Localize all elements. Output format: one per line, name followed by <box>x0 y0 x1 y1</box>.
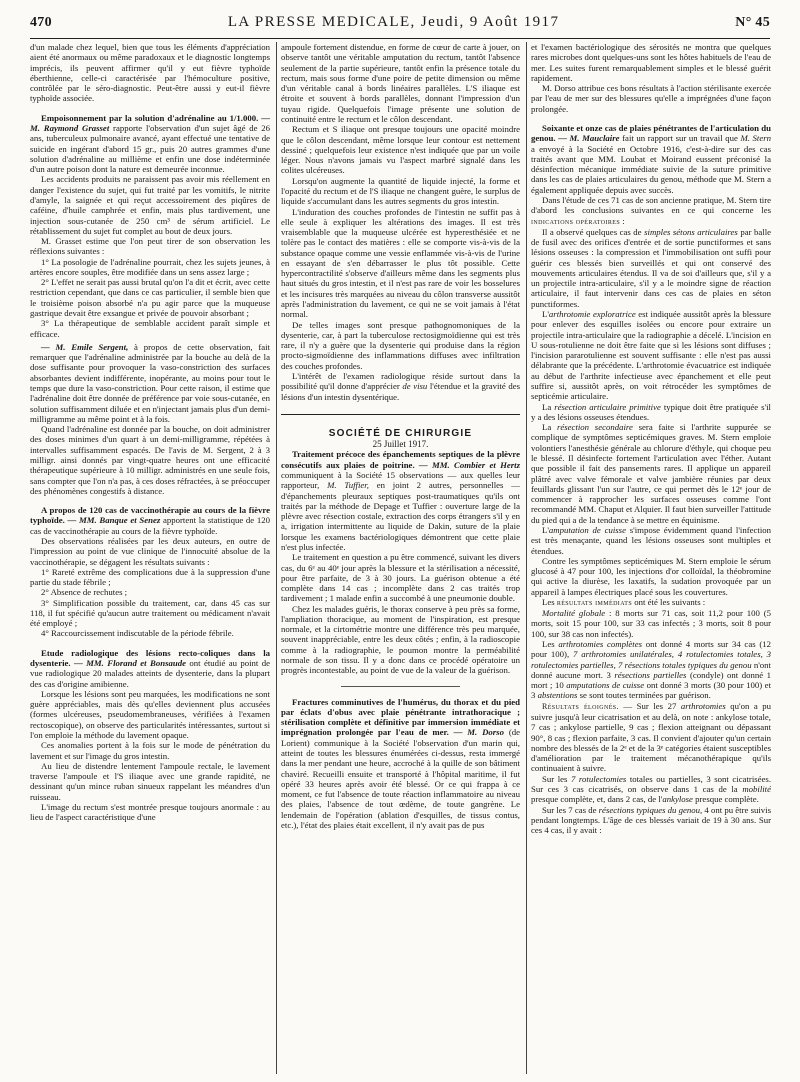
paragraph-text: ont donné 4 morts sur 34 cas (12 pour 100), <box>531 639 771 660</box>
paragraph-text: typique doit être pratiquée s'il y a des lésions osseuses étendues. <box>531 401 771 422</box>
column-2 <box>281 42 520 1074</box>
emphasis: arthrotomie exploratrice <box>548 309 636 320</box>
paragraph <box>531 639 771 701</box>
paragraph-text: (condyle) ont donné 1 mort ; 10 <box>531 669 771 691</box>
paragraph: Ces anomalies portent à la fois sur le mode de pénétration du lavement et sur l'image du gros intestin. <box>30 740 270 761</box>
list-item: 4° Raccourcissement indiscutable de la période fébrile. <box>41 628 234 639</box>
emphasis: résection secondaire <box>556 422 633 433</box>
article-title: Fractures comminutives de l'humérus, du thorax et du pied par éclats d'obus avec plaie pénétrante intrathoracique ; stérilisation complète et définitive par immersion immédiate et imprégnation prolongée par l'eau de mer. — <box>281 696 520 738</box>
article-title: Soixante et onze cas de plaies pénétrantes de l'articulation du genou. — <box>531 122 771 144</box>
paragraph <box>531 701 771 774</box>
paragraph: Contre les symptômes septicémiques M. Stern emploie le sérum glucosé à 47 pour 100, les injections d'or colloïdal, la théobromine qui active la diurèse, les laxatifs, la sudation provoquée par un appareil à lampes électriques placé sous les couvertures. <box>531 555 771 597</box>
emphasis: amputations de cuisse <box>566 680 645 691</box>
paragraph-text: totales ou partielles, 3 sont cicatrisées. Sur ces 3 cas cicatrisés, on observe dans 1 cas de la <box>531 773 771 794</box>
column-1 <box>30 42 270 1074</box>
paragraph-text: ont étudié au point de vue radiologique 20 malades atteints de dysenterie, dans la plupart des cas d'origine amibienne. <box>30 658 270 689</box>
paragraph-text: presque complète, et, dans 2 cas, de l' <box>531 794 663 805</box>
article-title: Traitement précoce des épanchements septiques de la plèvre consécutifs aux plaies de poitrine. — <box>281 449 520 470</box>
paragraph-text: Il a observé quelques cas de <box>542 226 642 237</box>
paragraph-text: n'ont donné aucune mort. 3 <box>531 659 771 680</box>
paragraph: Les accidents produits ne paraissent pas avoir mis réellement en danger l'existence du sujet, qui fut traité par les vomitifs, le nitrite d'amyle, la saignée et qui reçut accessoirement des piqûres de caféine, d'huile camphrée et enfin, mais plus tardivement, une injection sous-cutanée de 250 cm³ de sérum artificiel. Le rétablissement du sujet fut complet au bout de deux jours. <box>30 174 270 236</box>
section-date: 25 Juillet 1917. <box>372 439 429 450</box>
paragraph-text: L'intérêt de l'examen radiologique réside surtout dans la possibilité qu'il donne d'apprécier <box>281 371 520 392</box>
paragraph <box>281 371 520 402</box>
paragraph <box>531 309 771 402</box>
paragraph <box>531 774 771 805</box>
paragraph-text: (de Lorient) communique à la Société l'observation d'un marin qui, atteint de toutes les blessures énumérées ci-dessus, resta immergé dans la mer pendant une heure, accroché à la quille de son bâtiment chaviré. Recueilli ensuite et transporté à l'hôpital maritime, il fut opéré 33 heures après avoir été blessé. Or ce qui frappa à ce moment, ce fut l'absence de toute réaction inflammatoire au niveau des plaies, l'absence de tout œdème, de toute gangrène. Le lendemain de l'opération (ablation d'esquilles, de tissus contus, etc.), l'état des plaies était excellent, il n'y avait pas de pus <box>281 727 520 830</box>
paragraph-text: : 8 morts sur 71 cas, soit 11,2 pour 100 (5 morts, soit 15 pour 100, sur 33 cas infectés ; 3 morts, soit 8 pour 100, sur 38 cas non infectés). <box>531 608 771 639</box>
small-caps: Résultats éloignés. <box>542 701 619 711</box>
paragraph: Quand l'adrénaline est donnée par la bouche, on doit administrer des doses minimes d'un quart à un demi-milligramme, répétées à intervalles suffisamment espacés. De l'avis de M. Sergent, 2 à 3 milligr. ainsi donnés par vingt-quatre heures ont une efficacité thérapeutique supérieure à 10 milligr. administrés en une seule fois, sans compter que l'on n'a pas, à ces doses réfractées, à se préoccuper des phénomènes congestifs à distance. <box>30 424 270 496</box>
article-adrenaline <box>30 113 270 175</box>
article-dysenterie <box>30 648 270 689</box>
paragraph: L'induration des couches profondes de l'intestin ne suffit pas à elle seule à expliquer les altérations des images. Il est très vraisemblable que la muqueuse ulcérée est hyperesthésiée et ne tolère pas le contact des matières : elle se comporte vis-à-vis de la substance opaque comme une vessie enflammée vis-à-vis de l'urine en essayant de s'en débarrasser le plus tôt possible. Cette hypercontractilité s'observe d'ailleurs même dans les segments plus haut situés du gros intestin, et il n'est pas rare de voir les bosselures et les incisures très marquées au niveau du côlon transverse aussitôt après l'administration du lavement, ce qui ne se voit jamais à l'état normal. <box>281 206 520 320</box>
paragraph-text: Sur les 7 cas de <box>542 804 597 815</box>
paragraph: Lorsque les lésions sont peu marquées, les modifications ne sont guère appréciables, mais dès qu'elles deviennent plus accusées (formes ulcéreuses, pseudomembraneuses, vérifiées à l'examen rectoscopique), on observe des particularités intéressantes, surtout si l'on emploie la méthode du lavement opaque. <box>30 688 270 740</box>
paragraph-text: Dans l'étude de ces 71 cas de son ancienne pratique, M. Stern tire d'abord les conclusions suivantes en ce qui concerne les <box>531 194 771 216</box>
article-author: MM. Florand et Bonsaude <box>86 658 186 669</box>
paragraph-text: — Sur les 27 <box>623 700 677 711</box>
paragraph-text: par balle de fusil avec des orifices d'entrée et de sortie punctiformes et sans lésions osseuses : la compression et l'immobilisation ont suffi pour guérir ces blessés bien surveillés et qui ont conservé des mouvements articulaires étendus. Il va de soi d'ailleurs que, s'il y a un projectile intra-articulaire, s'il y a le moindre signe de réaction articulaire, il faut intervenir dans ces cas de plaies en séton punctiformes. <box>531 226 771 309</box>
emphasis: amputation de cuisse <box>548 524 626 535</box>
section-title: SOCIÉTÉ DE CHIRURGIE <box>328 427 473 439</box>
paragraph <box>531 805 771 836</box>
emphasis: de visu <box>402 381 428 392</box>
paragraph: Le traitement en question a pu être commencé, suivant les divers cas, du 6ᵉ au 40ᵉ jour après la blessure et la stérilisation a nécessité, pour être parfaite, de 3 à 30 jours. La guérison obtenue a été complète dans 14 cas ; incomplète dans 2 cas traités trop tardivement ; 1 malade enfin a succombé à une pneumonie double. <box>281 552 520 604</box>
paragraph-text: qu'on a pu suivre jusqu'à leur cicatrisation et au delà, on note : ankylose totale, 7 cas ; ankylose partielle, 9 cas ; flexion atteignant ou dépassant 90°, 8 cas ; flexion parfaite, 3 cas. Il convient d'ajouter qu'un certain nombre des blessés de la 2ᵉ et de la 3ᵉ catégories étaient susceptibles d'amélioration par le traitement mécanothérapique qu'ils continuaient à suivre. <box>531 700 771 774</box>
emphasis: simples sétons articulaires <box>644 226 738 237</box>
paragraph: Des observations réalisées par les deux auteurs, en outre de l'impression au point de vue clinique de l'innocuité absolue de la vaccinothérapie, se dégagent les résultats suivants : <box>30 535 270 567</box>
paragraph: et l'examen bactériologique des sérosités ne montra que quelques rares microbes dont quelques-uns sont les hôtes habituels de l'eau de mer. Les suites furent remarquablement simples et le blessé guérit rapidement. <box>531 42 771 83</box>
paragraph-text: rapporte l'observation d'un sujet âgé de 26 ans, tuberculeux pulmonaire avancé, ayant effectué une tentative de suicide en ingérant d'abord 15 gr., puis 20 autres grammes d'une solution d'adrénaline au millième et enfin une dose indéterminée d'un autre poison dont la nature est demeurée inconnue. <box>30 122 270 175</box>
paragraph-text: ont été les suivants : <box>634 596 706 607</box>
paragraph: d'un malade chez lequel, bien que tous les éléments d'appréciation aient été anormaux ou même paradoxaux et le diagnostic longtemps imprécis, ils peuvent affirmer qu'il y eut fièvre typhoïde éberthienne, celle-ci caractérisée par l'hémoculture positive, contrôlée par le séro-diagnostic. Peut-être aussi y eut-il fièvre typhoïde associée. <box>30 42 270 104</box>
list-item: 1° Rareté extrême des complications due à la suppression d'une partie du stade fébrile ; <box>30 566 270 588</box>
column-divider <box>526 42 527 1074</box>
paragraph <box>531 608 771 639</box>
emphasis: résections typiques du genou, <box>598 804 703 815</box>
article-author: MM. Banque et Senez <box>78 515 161 526</box>
paragraph-text: Les <box>542 639 555 650</box>
emphasis: ankylose <box>662 794 693 805</box>
paragraph-text: s'impose évidemment quand l'infection est très menaçante, quand les lésions osseuses sont multiples et étendues. <box>531 524 771 556</box>
column-divider <box>276 42 277 1074</box>
emphasis: résections partielles <box>614 669 687 680</box>
paragraph-text: La <box>542 422 552 433</box>
emphasis: résection articulaire primitive <box>554 401 661 412</box>
paragraph <box>531 195 771 227</box>
small-caps: indications opératoires <box>531 216 621 226</box>
paragraph-text: La <box>542 401 552 412</box>
paragraph-text: Les <box>542 596 555 607</box>
emphasis: arthrotomies <box>680 700 726 711</box>
paragraph-text: ont donné 3 morts (30 pour 100) et 3 <box>531 680 771 701</box>
article-title: Empoisonnement par la solution d'adrénaline au 1/1.000. — <box>41 112 270 123</box>
paragraph: Lorsqu'on augmente la quantité de liquide injecté, la forme et l'opacité du rectum et de l'S iliaque ne changent guère, le surplus de liquide s'accumulant dans les autres segments du gros intestin. <box>281 175 520 207</box>
separator <box>341 686 460 687</box>
emphasis: abstentions <box>537 690 578 701</box>
paragraph <box>531 525 771 556</box>
paragraph-text: est indiquée aussitôt après la blessure pour enlever des esquilles isolées ou encore pour extraire un projectile intra-articulaire que la radiographie a décelé. L'incision en U sous-rotulienne ne doit être faite que si les lésions sont diffuses ; l'incision pararotulienne est souvent suffisante : elle n'est pas aussi délabrante que la précédente. L'arthrotomie évacuatrice est indiquée au début de l'arthrite infectieuse avec épanchement et elle peut suffire si, aussitôt après, on voit rétrocéder les symptômes de septicémie articulaire. <box>531 309 771 402</box>
paragraph-text: L' <box>542 524 549 535</box>
list-item: 1° La posologie de l'adrénaline pourrait, chez les sujets jeunes, à artères encore souples, être modifiée dans un sens assez large ; <box>30 256 270 277</box>
article-title: Etude radiologique des lésions recto-coliques dans la dysenterie. — <box>30 647 270 669</box>
paragraph-text: à propos de cette observation, fait remarquer que l'adrénaline administrée par la bouche au delà de la dose suffisante pour provoquer la vaso-constriction des surfaces absorbantes devient indifférente, inopérante, au moins pour tout le temps que dure la vaso-constriction. Pour cette raison, il estime que l'adrénaline doit être donnée de préférence par voie sous-cutanée, en solution suffisamment diluée et en n'injectant jamais plus d'un demi-milligramme au même point et à la fois. <box>30 341 270 424</box>
paragraph-text: : <box>622 215 625 226</box>
paragraph <box>531 402 771 423</box>
paragraph-text: se sont toutes terminées par guérison. <box>579 690 711 701</box>
list-item: 3° Simplification possible du traitement, car, dans 45 cas sur 118, il fut spécifié qu'aucun autre traitement ou médicament n'avait été employé ; <box>30 597 270 629</box>
emphasis: M. Stern <box>740 133 771 144</box>
paragraph <box>30 342 270 424</box>
paragraph-text: 4 ont pu être suivis pendant longtemps. L'âge de ces blessés variait de 19 à 30 ans. Sur ces 4 cas, il y avait : <box>531 804 771 836</box>
list-item: 3° La thérapeutique de semblable accident paraît simple et efficace. <box>30 318 270 339</box>
paragraph: ampoule fortement distendue, en forme de cœur de carte à jouer, on observe tantôt une véritable amputation du rectum, tantôt l'absence seulement de la partie supérieure, tantôt enfin la présence totale du rectum, mais sous forme d'une poire de petite dimension ou même d'un véritable canal à bords linéaires parallèles. L'S iliaque est étroite et souvent à bords parallèles, donnant l'impression d'un tuyau rigide. Quelquefois l'image présente une solution de continuité entre le rectum et le côlon descendant. <box>281 42 520 124</box>
paragraph-text: a envoyé à la Société en Octobre 1916, c'est-à-dire sur des cas traités avant que MM. Loubat et Moirand eussent préconisé la désinfection mécanique immédiate suivie de la suture primitive dans les cas de plaies articulaires du genou, méthode que M. Stern a également appliquée depuis avec succès. <box>531 143 771 195</box>
paragraph-text: apportent la statistique de 120 cas de vaccinothérapie au cours de la fièvre typhoïde. <box>30 515 270 536</box>
article-author: M. Raymond Grasset <box>30 122 110 133</box>
emphasis: Mortalité globale <box>542 608 606 619</box>
page-header <box>30 14 770 36</box>
paragraph: L'image du rectum s'est montrée presque toujours anormale : au lieu de l'aspect caractéristique d'une <box>30 801 270 823</box>
paragraph-text: Sur les <box>542 773 568 784</box>
paragraph-text: communiquent à la Société 15 observations — aux quelles leur rapporteur, <box>281 469 520 491</box>
paragraph: M. Dorso attribue ces bons résultats à l'action stérilisante exercée par l'eau de mer sur des blessures qu'elle a imprégnées d'une façon prolongée. <box>531 83 771 114</box>
paragraph-text: presque complète. <box>695 794 759 805</box>
paragraph: Au lieu de distendre lentement l'ampoule rectale, le lavement traverse l'ampoule et l'S iliaque avec une grande rapidité, ne dessinant qu'un mince ruban sinueux rappelant les méandres d'un ruisseau. <box>30 760 270 802</box>
list-item: 2° Absence de rechutes ; <box>41 587 128 598</box>
paragraph-text: l'étendue et la gravité des lésions d'un intestin dysentérique. <box>281 381 520 402</box>
emphasis: M. Tuffier, <box>327 480 369 491</box>
paragraph-text: L' <box>542 309 549 320</box>
section-societe-chirurgie <box>281 414 520 450</box>
emphasis: mobilité <box>742 783 771 794</box>
paragraph: M. Grasset estime que l'on peut tirer de son observation les réflexions suivantes : <box>30 236 270 257</box>
article-title: A propos de 120 cas de vaccinothérapie au cours de la fièvre typhoïde. — <box>30 505 270 526</box>
issue-number: N° 45 <box>735 15 770 30</box>
paragraph: De telles images sont presque pathognomoniques de la dysenterie, car, à part la tuberculose rectosigmoïdienne qui est très rare, il n'y a guère que la dysenterie qui produise dans la région procto-sigmoïdienne des inflammations diffuses avec infiltration des couches profondes. <box>281 319 520 371</box>
article-author: M. Dorso <box>467 727 504 738</box>
header-rule <box>30 38 770 39</box>
journal-title: LA PRESSE MEDICALE, Jeudi, 9 Août 1917 <box>227 14 560 30</box>
paragraph <box>531 422 771 525</box>
emphasis: 7 arthrotomies unilatérales, 4 rotulectomies totales, 3 rotulectomies partielles, 7 résections totales typiques du genou <box>531 649 771 670</box>
article-genou <box>531 123 771 195</box>
small-caps: résultats immédiats <box>556 597 633 607</box>
page-number: 470 <box>30 15 52 30</box>
paragraph <box>531 227 771 309</box>
column-3 <box>531 42 771 1074</box>
paragraph <box>531 597 771 608</box>
article-vaccinotherapie <box>30 505 270 536</box>
emphasis: 7 rotulectomies <box>571 773 627 784</box>
article-author: MM. Combier et Hertz <box>432 459 520 470</box>
paragraph: Rectum et S iliaque ont presque toujours une opacité moindre que le côlon descendant, même lorsque leur contour est nettement dessiné ; quelquefois leur existence n'est indiquée que par un voile léger. Nous n'avons jamais vu l'aspect marbré signalé dans les colites ulcéreuses. <box>281 124 520 176</box>
emphasis: arthrotomies complètes <box>558 639 642 650</box>
list-item: 2° L'effet ne serait pas aussi brutal qu'on l'a dit et écrit, avec cette restriction cependant, que dans ce cas particulier, il semble bien que le troisième poison absorbé n'a pu agir parce que la muqueuse gastrique devait être exsangue et privée de pouvoir absorbant ; <box>30 277 270 319</box>
paragraph-text: sera faite si l'arthrite suppurée se complique de symptômes septicémiques graves. M. Stern emploie volontiers l'anesthésie générale au chlorure d'éthyle, qui choque peu le blessé. Il désinfecte fortement l'articulation avec l'éther. Autant que possible il fait des pansements rares. Il applique un appareil plâtré avec valve fémorale et valve jambière réunies par deux feuillards glissant l'un sur l'autre, ce qui permet dès le 12ᵉ jour de commencer à rapprocher les surfaces osseuses comme l'ont recommandé MM. Chaput et Alquier. Il faut bien surveiller l'attitude du pied qui a de la tendance à se mettre en équinisme. <box>531 422 771 525</box>
article-author: M. Mauclaire <box>569 133 620 144</box>
paragraph: Chez les malades guéris, le thorax conserve à peu près sa forme, l'ampliation thoracique, au moment de l'inspiration, est presque normale, et la cirtométrie montre une différence très peu marquée, souvent inappréciable, entre les deux côtés ; enfin, à la radioscopie comme à la radiographie, le poumon montre la perméabilité normale de son tissu. Il y a donc dans ce procédé opératoire un progrès incontestable, au point de vue de la valeur de la guérison. <box>281 603 520 676</box>
article-author: — M. Emile Sergent, <box>41 341 129 352</box>
article-humerus <box>281 697 520 831</box>
article-plevre <box>281 449 520 552</box>
paragraph-text: en joint 2 autres, personnelles — d'épanchements pleuraux septiques post-traumatiques qu'ils ont traités par la méthode de Depage et Tuffier : ouverture large de la plèvre avec résection costale, extraction des corps étrangers s'il y en a, irrigation intermittente au liquide de Dakin, suture de la plaie lorsque les examens bactériologiques démontrent que cette plaie n'est plus infectée. <box>281 480 520 552</box>
paragraph-text: fait un rapport sur un travail que <box>622 133 738 144</box>
